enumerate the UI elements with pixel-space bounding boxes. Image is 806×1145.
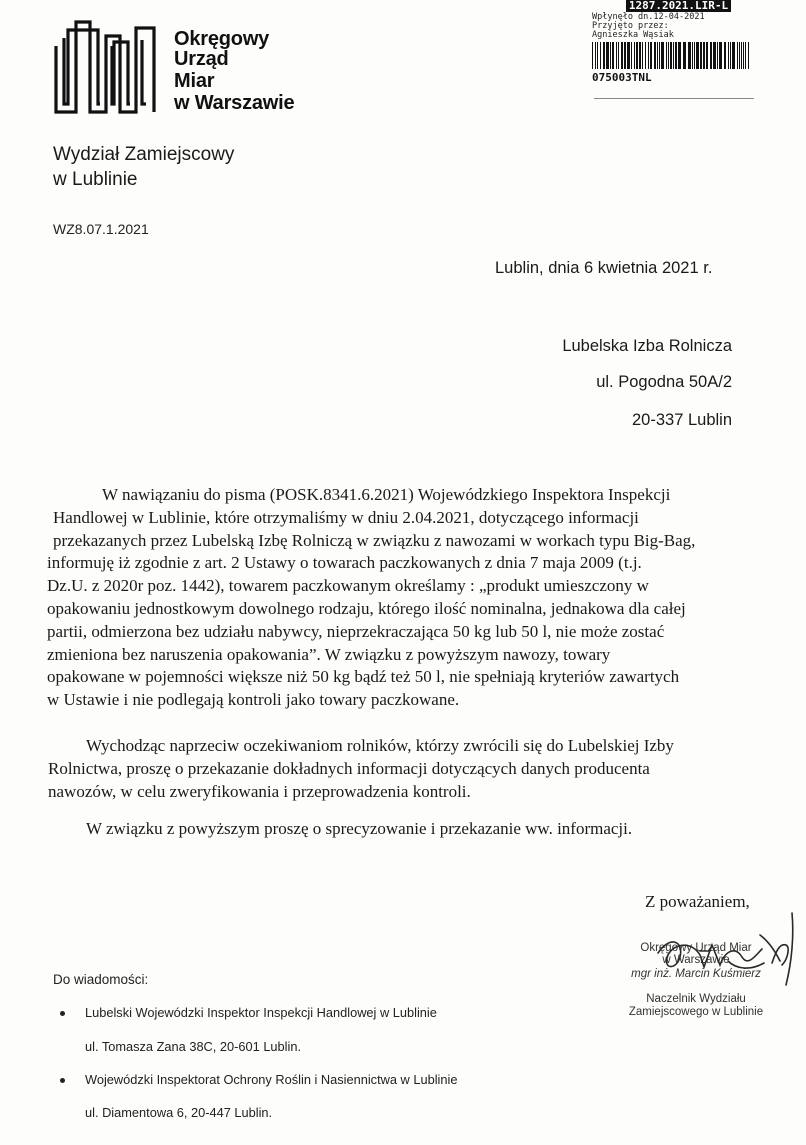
stamp-accepted-name: Agnieszka Wąsiak bbox=[592, 30, 674, 40]
stamp-received-date: Wpłynęło dn.12-04-2021 bbox=[592, 12, 705, 22]
date-line: Lublin, dnia 6 kwietnia 2021 r. bbox=[495, 259, 713, 277]
cc-bullet bbox=[60, 1078, 65, 1083]
paragraph-2-line: Wychodząc naprzeciw oczekiwaniom rolników, którzy zwrócili się do Lubelskiej Izby bbox=[86, 736, 674, 755]
org-name-line-4: w Warszawie bbox=[174, 92, 295, 114]
org-name-line-2: Urząd bbox=[174, 48, 229, 70]
sig-stamp-line-3: mgr inż. Marcin Kuśmierz bbox=[631, 968, 761, 980]
paragraph-2-line: Rolnictwa, proszę o przekazanie dokładnych informacji dotyczących danych producenta bbox=[48, 758, 650, 778]
recipient-street: ul. Pogodna 50A/2 bbox=[596, 373, 732, 391]
reference-number: WZ8.07.1.2021 bbox=[53, 221, 149, 237]
body-paragraph-1 bbox=[47, 484, 772, 712]
body-paragraph-2 bbox=[48, 735, 768, 803]
paragraph-1-line: informuję iż zgodnie z art. 2 Ustawy o towarach paczkowanych z dnia 7 maja 2009 (t.j. bbox=[47, 553, 642, 573]
paragraph-1-line: w Ustawie i nie podlegają kontroli jako towary paczkowane. bbox=[47, 690, 460, 710]
cc-item-2-name: Wojewódzki Inspektorat Ochrony Roślin i Nasiennictwa w Lublinie bbox=[85, 1072, 458, 1087]
cc-bullet bbox=[60, 1011, 65, 1016]
paragraph-2-line: nawozów, w celu zweryfikowania i przeprowadzenia kontroli. bbox=[48, 781, 471, 801]
body-paragraph-3 bbox=[86, 818, 632, 841]
org-name-line-3: Miar bbox=[174, 70, 215, 92]
paragraph-3-line: W związku z powyższym proszę o sprecyzowanie i przekazanie ww. informacji. bbox=[86, 819, 633, 838]
handwritten-signature-icon bbox=[640, 905, 800, 990]
cc-item-1-address: ul. Tomasza Zana 38C, 20-601 Lublin. bbox=[85, 1039, 302, 1054]
sig-stamp-line-1: Okręgowy Urząd Miar bbox=[640, 942, 752, 954]
stamp-case-number: 1287.2021.LIR-L bbox=[626, 0, 731, 12]
department-line-1: Wydział Zamiejscowy bbox=[53, 144, 235, 165]
paragraph-1-line: zmieniona bez naruszenia opakowania”. W związku z powyższym nawozy, towary bbox=[47, 644, 611, 664]
cc-item-2-address: ul. Diamentowa 6, 20-447 Lublin. bbox=[85, 1105, 273, 1120]
stamp-barcode-code: 075003TNL bbox=[592, 71, 652, 84]
sig-stamp-line-2: w Warszawie bbox=[662, 954, 730, 966]
stamp-accepted-label: Przyjęto przez: bbox=[592, 21, 669, 31]
paragraph-1-line: W nawiązaniu do pisma (POSK.8341.6.2021) Wojewódzkiego Inspektora Inspekcji bbox=[102, 485, 671, 504]
cc-label: Do wiadomości: bbox=[53, 972, 149, 987]
sig-stamp-title-1: Naczelnik Wydziału bbox=[646, 993, 746, 1005]
stamp-divider bbox=[594, 98, 754, 99]
office-logo-icon bbox=[54, 16, 164, 116]
recipient-name: Lubelska Izba Rolnicza bbox=[562, 337, 732, 355]
barcode-icon bbox=[592, 42, 752, 69]
registry-stamp bbox=[590, 0, 760, 100]
paragraph-1-line: partii, odmierzona bez udziału nabywcy, nieprzekraczająca 50 kg lub 50 l, nie może zostać bbox=[47, 621, 665, 641]
paragraph-1-line: przekazanych przez Lubelską Izbę Rolniczą w związku z nawozami w workach typu Big-Bag, bbox=[53, 530, 696, 550]
paragraph-1-line: Handlowej w Lublinie, które otrzymaliśmy w dniu 2.04.2021, dotyczącego informacji bbox=[53, 507, 639, 527]
paragraph-1-line: opakowane w pojemności większe niż 50 kg bądź też 50 l, nie spełniają kryteriów zawartych bbox=[47, 667, 680, 687]
cc-item-1-name: Lubelski Wojewódzki Inspektor Inspekcji Handlowej w Lublinie bbox=[85, 1005, 437, 1020]
recipient-city: 20-337 Lublin bbox=[632, 411, 732, 429]
sig-stamp-title-2: Zamiejscowego w Lublinie bbox=[628, 1006, 764, 1018]
paragraph-1-line: Dz.U. z 2020r poz. 1442), towarem paczkowanym określamy : „produkt umieszczony w bbox=[47, 576, 649, 596]
paragraph-1-line: opakowaniu jednostkowym dowolnego rodzaju, którego ilość nominalna, jednakowa dla całej bbox=[47, 598, 686, 618]
closing-salutation: Z poważaniem, bbox=[645, 892, 750, 911]
org-name-line-1: Okręgowy bbox=[174, 28, 270, 50]
department-line-2: w Lublinie bbox=[53, 169, 138, 190]
